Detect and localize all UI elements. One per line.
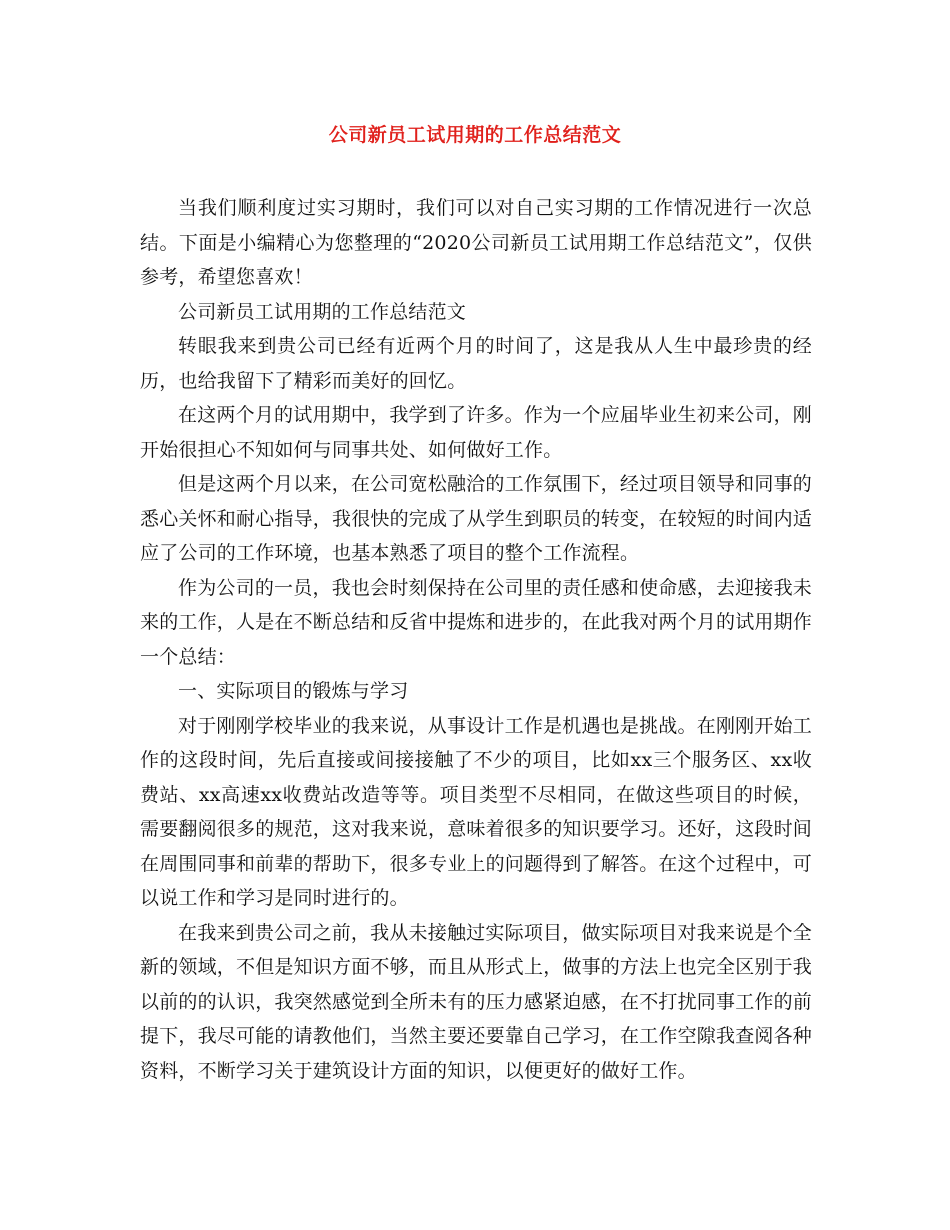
paragraph: 作为公司的一员，我也会时刻保持在公司里的责任感和使命感，去迎接我未来的工作，人是在不断总结和反省中提炼和进步的，在此我对两个月的试用期作一个总结：	[140, 576, 813, 668]
section-heading: 一、实际项目的锻炼与学习	[178, 680, 409, 702]
paragraph: 对于刚刚学校毕业的我来说，从事设计工作是机遇也是挑战。在刚刚开始工作的这段时间，先后直接或间接接触了不少的项目，比如xx三个服务区、xx收费站、xx高速xx收费站改造等等。项目类型不尽相同，在做这些项目的时候，需要翻阅很多的规范，这对我来说，意味着很多的知识要学习。还好，这段时间在周围同事和前辈的帮助下，很多专业上的问题得到了解答。在这个过程中，可以说工作和学习是同时进行的。	[140, 714, 813, 909]
paragraph: 在我来到贵公司之前，我从未接触过实际项目，做实际项目对我来说是个全新的领域，不但是知识方面不够，而且从形式上，做事的方法上也完全区别于我以前的的认识，我突然感觉到全所未有的压力感紧迫感，在不打扰同事工作的前提下，我尽可能的请教他们，当然主要还要靠自己学习，在工作空隙我查阅各种资料，不断学习关于建筑设计方面的知识，以便更好的做好工作。	[140, 921, 813, 1082]
document-title: 公司新员工试用期的工作总结范文	[328, 124, 622, 146]
paragraph-intro: 当我们顺利度过实习期时，我们可以对自己实习期的工作情况进行一次总结。下面是小编精心为您整理的“2020公司新员工试用期工作总结范文”，仅供参考，希望您喜欢！	[140, 197, 812, 288]
paragraph: 但是这两个月以来，在公司宽松融洽的工作氛围下，经过项目领导和同事的悉心关怀和耐心指导，我很快的完成了从学生到职员的转变，在较短的时间内适应了公司的工作环境，也基本熟悉了项目的整个工作流程。	[140, 473, 813, 564]
paragraph: 转眼我来到贵公司已经有近两个月的时间了，这是我从人生中最珍贵的经历，也给我留下了精彩而美好的回忆。	[140, 335, 812, 392]
document-body	[140, 191, 812, 1088]
paragraph-subtitle: 公司新员工试用期的工作总结范文	[178, 300, 467, 323]
paragraph: 在这两个月的试用期中，我学到了许多。作为一个应届毕业生初来公司，刚开始很担心不知如何与同事共处、如何做好工作。	[140, 404, 812, 461]
